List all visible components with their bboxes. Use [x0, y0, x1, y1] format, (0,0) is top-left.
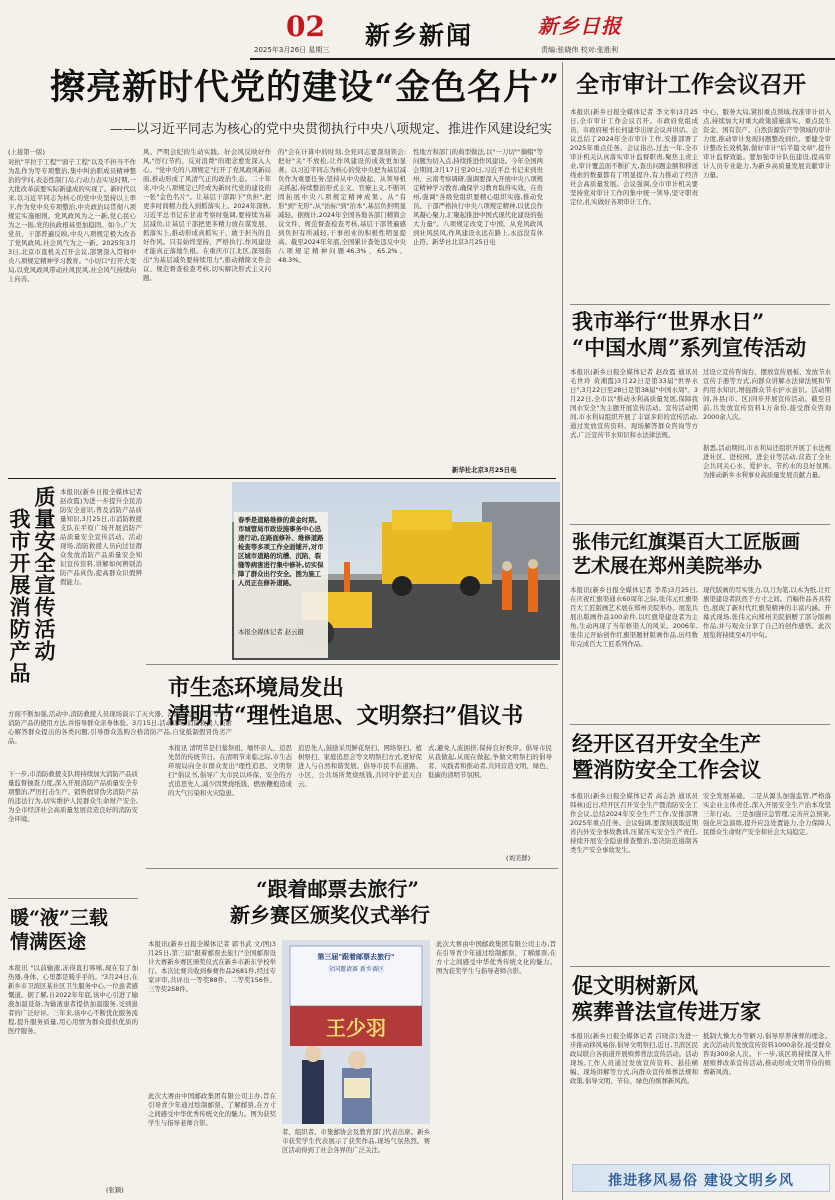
quality-title-b: 质量安全宣传活动 [32, 486, 57, 662]
editor-credits: 责编:张晓伟 校对:张胜利 [541, 46, 618, 54]
water-col-2: 过设立宣传咨询台、摆放宣传展板、发放节水宣传手册等方式,向群众讲解水法律法规和节约用水知识,增强群众节水护水意识。活动期间,各县(市、区)同步开展宣传活动。截至目前,共发放宣传资料1万余份,接受群众咨询2000余人次。 [703, 368, 831, 421]
lead-dateline: 新华社北京3月25日电 [452, 466, 517, 474]
section-title: 新乡新闻 [365, 21, 474, 50]
civ-article [566, 968, 835, 1164]
audit-col-2: 中心、服务大局,紧扣重点领域,找准审计切入点,持续加大对重大政策措施落实、重点民生资金、国有资产、自然资源资产等领域的审计力度,推动审计发现问题整改到位。要健全审计整改长效机制,做好审计"后半篇文章",提升审计监督效能。要加强审计队伍建设,提高审计人员专业能力,为新乡高质量发展贡献审计力量。 [703, 108, 831, 179]
ye-headline-2: 情满医途 [10, 931, 87, 953]
stamp-photo-banner-2: 全国邀请赛 新乡赛区 [328, 966, 384, 973]
ye-credit: (张颖) [106, 1186, 124, 1194]
ye-top-rule [8, 898, 138, 899]
road-photo-credit: 本报全媒体记者 赵云摄 [238, 628, 304, 636]
civ-col-2: 抵制大操大办等陋习,倡导厚养薄葬的理念。此次活动共发放宣传资料1000余份,接受群众咨询300余人次。下一步,该区将持续深入开展殡葬改革宣传活动,推动形成文明节俭的殡葬新风尚。 [703, 1032, 831, 1076]
road-repair-photo [232, 482, 560, 660]
env-bottom-rule [146, 868, 558, 869]
env-headline-2: 清明节“理性追思、文明祭扫”倡议书 [168, 703, 524, 729]
env-col-3: 式,避免人流拥挤,保持良好秩序。倡导市民从我做起,从现在做起,争做文明祭扫的倡导者、实践者和推动者,共同营造文明、绿色、低碳的清明节氛围。 [428, 744, 552, 779]
ye-col-1: 本报讯 "以前输液,冻得直打哆嗦,现在有了加热器,身体、心里都是暖乎乎的。"3月24日,在新乡市卫滨区某社区卫生服务中心,一位患者感慨道。据了解,自2022年年底,该中心引进了输液加温设备,为输液患者提供加温服务,受到患者的广泛好评。三年来,该中心不断优化服务流程,提升服务质量,用心用情为群众提供优质的医疗服务。 [8, 964, 138, 1035]
civ-headline-1: 促文明树新风 [572, 973, 698, 998]
stamp-col-2: 此次大赛由中国邮政集团有限公司主办,旨在引导青少年通过绘制邮票、了解邮票,在方寸之间感受中华优秀传统文化的魅力。图为获奖学生与指导老师合影。 [148, 1092, 276, 1127]
stamp-photo-name: 王少羽 [326, 1016, 386, 1040]
audit-rule [570, 304, 830, 305]
env-col-2: 追思先人,鼓励采用鲜花祭扫、网络祭扫、植树祭扫、家庭追思会等文明祭扫方式,更好促进人与自然和谐发展。倡导市民不在道路、小区、公共场所焚烧纸钱,共同守护蓝天白云。 [298, 744, 422, 788]
safety-article [566, 726, 835, 966]
lead-col-4: 性地方和部门的典型做法,以"一刀切""摘帽"等问题为切入点,持续推进作风建设。今年全国两会期间,3月17日至20日,习近平总书记来到贵州、云南考察调研,强调要深入开展中央八项规定精神学习教育,确保学习教育取得实效。在贵州,强调"各级党组织要精心组织实施,推动党员、干部严格执行中央八项规定精神,以优良作风凝心聚力,汇聚起推进中国式现代化建设的强大力量"。八项规定改变了中国。从党风政风到社风民风,作风建设永远在路上,永远没有休止符。新华社北京3月25日电 [413, 148, 543, 246]
masthead [0, 0, 835, 62]
zhang-headline-2: 艺术展在郑州美院举办 [572, 555, 763, 577]
env-article [146, 666, 560, 866]
lead-bottom-rule [8, 478, 556, 479]
ye-article [0, 900, 142, 1200]
safety-col-1: 本报讯(新乡日报全媒体记者 高志浩 通讯员 韩林)近日,经开区召开安全生产暨消防安全工作会议,总结2024年安全生产工作,安排部署2025年重点任务。会议强调,要深刻汲取近期省内外安全事故教训,压紧压实安全生产责任,持续开展安全隐患排查整治,坚决防范遏制各类生产安全事故发生。 [570, 792, 698, 854]
audit-article [566, 62, 835, 304]
zhang-article [566, 526, 835, 722]
env-credit: (刘美群) [506, 854, 531, 862]
water-col-3: 据悉,活动期间,市水利局还组织开展了水法规进社区、进校园、进企业等活动,营造了全社会共同关心水、爱护水、节约水的良好氛围,为推动新乡水利事业高质量发展贡献力量。 [703, 444, 831, 479]
water-col-1: 本报讯(新乡日报全媒体记者 赵改霞 通讯员 毛世玲 黄湘霞)3月22日是第33届"世界水日",3月22日至28日是第38届"中国水周"。3月22日,全市以"推动水利高质量发展,保障我国水安全"为主题开展宣传活动。宣传活动期间,市水利局组织开展了丰富多彩的宣传活动,通过发放宣传资料、现场解答群众咨询等方式,广泛宣传节水知识和水法律法规。 [570, 368, 698, 439]
quality-title-a: 我市开展消防产品 [7, 508, 32, 684]
road-photo-caption-box [234, 512, 328, 658]
env-headline-1: 市生态环境局发出 [168, 675, 345, 701]
ye-headline-1: 暖“液”三载 [10, 907, 108, 929]
stamp-headline-2: 新乡赛区颁奖仪式举行 [230, 903, 430, 927]
water-rule [570, 524, 830, 525]
audit-headline: 全市审计工作会议召开 [576, 71, 806, 98]
stamp-col-4: 此次大赛由中国邮政集团有限公司主办,旨在引导青少年通过绘制邮票、了解邮票,在方寸之间感受中华优秀传统文化的魅力。图为获奖学生与指导老师合影。 [436, 940, 556, 975]
lead-headline: 擦亮新时代党的建设“金色名片” [50, 67, 561, 108]
zhang-rule [570, 724, 830, 725]
lead-article [0, 62, 560, 480]
safety-col-2: 安全发展基础。二是从源头加强监管,严格落实企业主体责任,深入开展安全生产治本攻坚三年行动。三是加强应急管理,完善应急预案,强化应急演练,提升应急处置能力,全力保障人民群众生命财产安全和社会大局稳定。 [703, 792, 831, 836]
civ-headline-2: 殡葬普法宣传进万家 [572, 999, 761, 1024]
stamp-photo-banner: 第三届"跟着邮票去旅行" [317, 953, 395, 961]
lead-col-1: 对抗"平拉于工程""面子工程"以及不担当不作为乱作为等专项整治,集中纠治职成员精神整治的学问,表态性制门岛,行动力表实见时期,一大批改革前要实际新建成的实现了。新时代以来,以习近平同志为核心的党中央坚持以上率下,作为党中央专项整治,中央政治局贯彻八项规定实施细则。党风政风为之一新,党心民心为之一振,党的执政根基更加稳固。如今,广大党员、干部普遍反映,中央八项规定极大改善了党风政风,社会风气为之一新。2025年3月3日,北京市直机关召开会议,部署深入贯彻中央八项规定精神学习教育。"小切口"打开大变局,以党风政风带动社风民风,社会风气持续向上向善。 [8, 158, 136, 283]
safety-headline-2: 暨消防安全工作会议 [572, 757, 761, 782]
lead-col-2: 风、严明会纪的生动实践。好会风反映好作风,"厉行节约、反对浪费"的理念愈发深入人心。"党中央的八项规定"打开了党风政风新局面,推动形成了风清气正的政治生态。二十年来,中央八项规定已经成为新时代党的建设的一张"金色名片"。让基层干部卸下"负担",把更多时间精力投入到抓落实上。2024年深秋,习近平总书记在甘肃考察时强调,要持续为基层减负,让基层干部把更多精力放在谋发展、抓落实上,推动形成真抓实干、敢于担当的良好作风。只有始终坚持、严格执行,作风建设才能真正落地生根。在重庆市江北区,深刻指出"为基层减负要持续用力",推动精简文件会议、规范督查检查考核,切实解决形式主义问题。 [143, 148, 271, 282]
bottom-banner-text: 推进移风易俗 建设文明乡风 [608, 1173, 794, 1189]
zhang-col-1: 本报讯(新乡日报全媒体记者 李希)3月25日,在庆祝红旗渠通水60周年之际,张伟元红旗渠百大工匠版画艺术展在郑州美院举办。展览共展出版画作品100余件,以红旗渠建设者为主角,生动再现了当年修渠人的风采。2006年,张伟元开始创作红旗渠题材版画作品,历经数年完成百大工匠系列作品。 [570, 586, 698, 648]
zhang-headline-1: 张伟元红旗渠百大工匠版画 [572, 531, 801, 553]
quality-col-1: 本报讯(新乡日报全媒体记者 赵改霞)为进一步提升全民消防安全意识,普及消防产品质量知识,3月25日,市消防救援支队在平原广场开展消防产品质量安全宣传活动。活动现场,消防救援人员向过往群众发放消防产品质量安全知识宣传资料,讲解如何辨别消防产品真伪,提高群众识假辨假能力。 [60, 488, 142, 586]
stamp-col-3: 者、组织者、市集邮协会及教育部门代表出席。新乡市获奖学生代表展示了获奖作品,现场气氛热烈。赛区活动得到了社会各界的广泛关注。 [282, 1128, 430, 1154]
safety-rule [570, 966, 830, 967]
quality-col-3: 下一步,市消防救援支队将持续加大消防产品质量监督抽查力度,深入开展消防产品质量安全专项整治,严厉打击生产、销售假冒伪劣消防产品的违法行为,切实维护人民群众生命财产安全,为全市经济社会高质量发展营造良好的消防安全环境。 [8, 770, 138, 823]
audit-col-1: 本报讯(新乡日报全媒体记者 李文举)3月25日,全市审计工作会议召开。市政府党组成员、市政府秘书长何建华出席会议并讲话。会议总结了2024年全市审计工作,安排部署了2025年重点任务。会议指出,过去一年,全市审计机关认真落实审计监督职责,聚焦主责主业,审计覆盖面不断扩大,查出问题金额和移送线索的数量都有了明显提升,有力推动了经济社会高质量发展。会议强调,全市审计机关要坚持党对审计工作的集中统一领导,坚守职责定位,扎实做好各项审计工作。 [570, 108, 698, 206]
stamp-award-photo [282, 940, 430, 1124]
lead-col-3: 的"会在计算中的时刻,全党同志要深刻领会:把好"关"不放松,让作风建设的成效更加显著。以习近平同志为核心的党中央把为基层减负作为重要任务,坚持从中央做起、从领导机关抓起,持续整治形式主义、官僚主义,不断巩固拓展中央八项规定精神成果。从"有形"到"无形",从"治标"到"治本",基层负担明显减轻。据统计,2024年全国各地各部门精简会议文件、规范督查检查考核,基层干部普遍感到负担有所减轻,干事创业的积极性明显提高。截至2024年年底,全国累计查处违反中央八项规定精神问题46.3%、65.2%、48.3%。 [278, 148, 406, 264]
page-number: 02 [286, 10, 325, 43]
zhang-col-2: 现代版画的写实张力,以刀为笔,以木为纸,让红旗渠建设者跃然于方寸之间。百幅作品各具特色,展现了新时代红旗渠精神的丰富内涵。开幕式现场,张伟元向郑州美院捐赠了部分版画作品,并与观众分享了自己的创作感悟。此次展览将持续至4月中旬。 [703, 586, 831, 639]
stamp-col-1: 本报讯(新乡日报全媒体记者 郭书武 文/图)3月25日,第三届"跟着邮票去旅行"全国邮票设计大赛新乡赛区颁奖仪式在新乡市新东学校举行。本次比赛共收到参赛作品2681件,经过专家评审,共评出一等奖88件、二等奖156件、三等奖258件。 [148, 940, 276, 993]
env-top-rule [146, 664, 558, 665]
stamp-article [146, 870, 560, 1200]
civ-col-1: 本报讯(新乡日报全媒体记者 吕晓彦)为进一步推动移风易俗,倡导文明祭扫,近日,卫滨区民政局联合各街道开展殡葬普法宣传活动。活动现场,工作人员通过发放宣传资料、悬挂横幅、现场讲解等方式,向群众宣传殡葬法规和政策,倡导文明、节俭、绿色的殡葬新风尚。 [570, 1032, 698, 1085]
masthead-rule [250, 58, 835, 60]
water-article [566, 306, 835, 524]
lead-subhead: ——以习近平同志为核心的党中央贯彻执行中央八项规定、推进作风建设纪实 [110, 122, 553, 137]
bottom-banner [572, 1164, 830, 1192]
newspaper-logo: 新乡日报 [538, 14, 622, 38]
masthead-date: 2025年3月26日 星期三 [254, 46, 330, 54]
lead-byline: (上接第一版) [8, 148, 45, 156]
water-headline-1: 我市举行“世界水日” [572, 309, 765, 334]
env-col-1: 本报讯 清明节是扫墓祭祖、缅怀亲人、追思先贤的传统节日。在清明节来临之际,市生态环境局向全市群众发出"理性追思、文明祭扫"倡议书,倡导广大市民以环保、安全的方式追思先人,减少因焚烧纸钱、燃放鞭炮造成的大气污染和火灾隐患。 [168, 744, 292, 797]
column-divider [562, 62, 563, 1200]
safety-headline-1: 经开区召开安全生产 [572, 731, 761, 756]
quality-col-2: 方面不断加强,活动中,消防救援人员现场演示了灭火器、消防应急照明灯等常用消防产品的使用方法,并指导群众亲身体验。3月15日,活动现场,消防救援人员耐心解答群众提出的各类问题,引导群众选购合格消防产品,自觉抵制假冒伪劣产品。 [8, 710, 232, 745]
stamp-headline-1: “跟着邮票去旅行” [256, 877, 420, 901]
road-photo-caption: 春季是道路维修的黄金时期。市城管局市政设施事务中心迅速行动,在路面修补、维修道路检查等多项工作全面铺开,对市区城市道路的坑槽、沉陷、裂缝等病害进行集中修补,切实保障了群众出行安全。图为施工人员正在修补道路。 [238, 516, 324, 587]
water-headline-2: “中国水周”系列宣传活动 [572, 335, 807, 360]
